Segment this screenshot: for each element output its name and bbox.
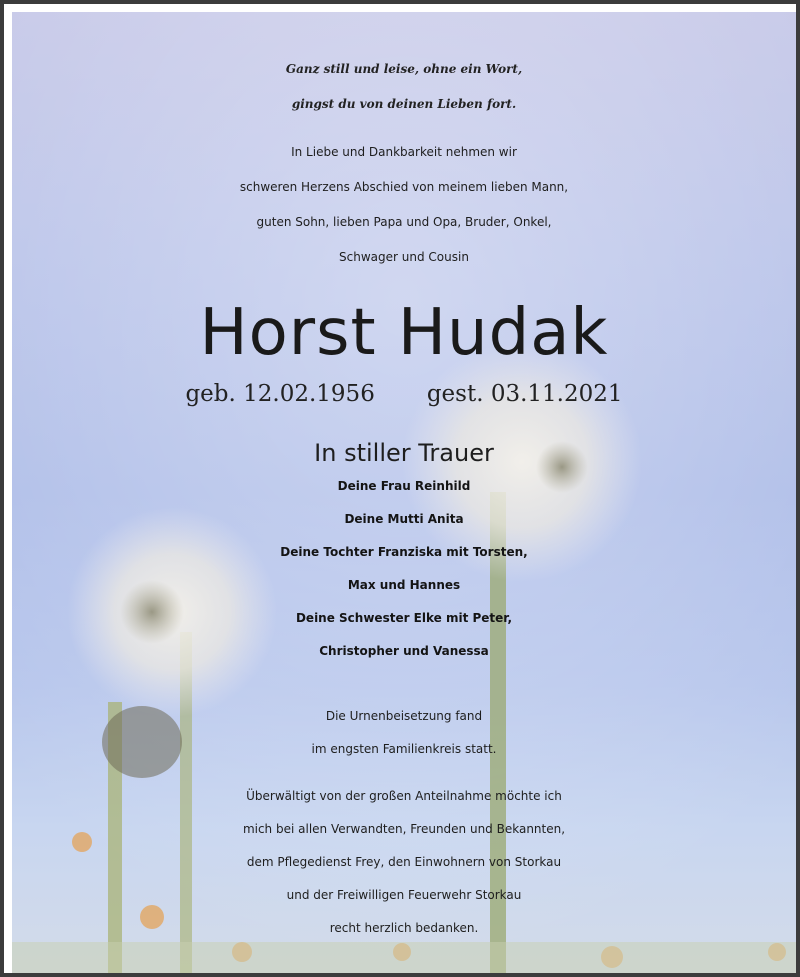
life-dates <box>12 378 796 410</box>
verse-line: gingst du von deinen Lieben fort. <box>291 97 517 111</box>
death-date: gest. 03.11.2021 <box>426 381 623 407</box>
thanks-line: recht herzlich bedanken. <box>329 921 479 935</box>
mourner-line: Deine Tochter Franziska mit Torsten, <box>280 545 528 559</box>
thanks-line: dem Pflegedienst Frey, den Einwohnern von Storkau <box>246 855 562 869</box>
mourner-line: Max und Hannes <box>347 578 461 592</box>
intro-line: schweren Herzens Abschied von meinem lieben Mann, <box>239 180 569 194</box>
thanks-line: Überwältigt von der großen Anteilnahme möchte ich <box>246 789 562 803</box>
mourner-line: Deine Frau Reinhild <box>337 479 471 493</box>
mourner-line: Deine Mutti Anita <box>344 512 464 526</box>
thanks-line: und der Freiwilligen Feuerwehr Storkau <box>286 888 522 902</box>
intro-line: In Liebe und Dankbarkeit nehmen wir <box>291 145 517 159</box>
mourner-line: Deine Schwester Elke mit Peter, <box>295 611 513 625</box>
burial-line: im engsten Familienkreis statt. <box>311 742 497 756</box>
verse <box>12 52 796 122</box>
intro-text <box>12 135 796 275</box>
burial-note <box>12 700 796 766</box>
birth-date: geb. 12.02.1956 <box>185 381 375 407</box>
thanks-note <box>12 780 796 945</box>
verse-line: Ganz still und leise, ohne ein Wort, <box>285 62 523 76</box>
burial-line: Die Urnenbeisetzung fand <box>325 709 483 723</box>
mourning-label: In stiller Trauer <box>314 439 494 467</box>
deceased-name: Horst Hudak <box>199 296 609 370</box>
mourner-line: Christopher und Vanessa <box>319 644 489 658</box>
mourners-list <box>12 470 796 668</box>
obituary-card <box>12 12 796 973</box>
thanks-line: mich bei allen Verwandten, Freunden und Bekannten, <box>242 822 566 836</box>
intro-line: Schwager und Cousin <box>339 250 469 264</box>
intro-line: guten Sohn, lieben Papa und Opa, Bruder, Onkel, <box>256 215 552 229</box>
